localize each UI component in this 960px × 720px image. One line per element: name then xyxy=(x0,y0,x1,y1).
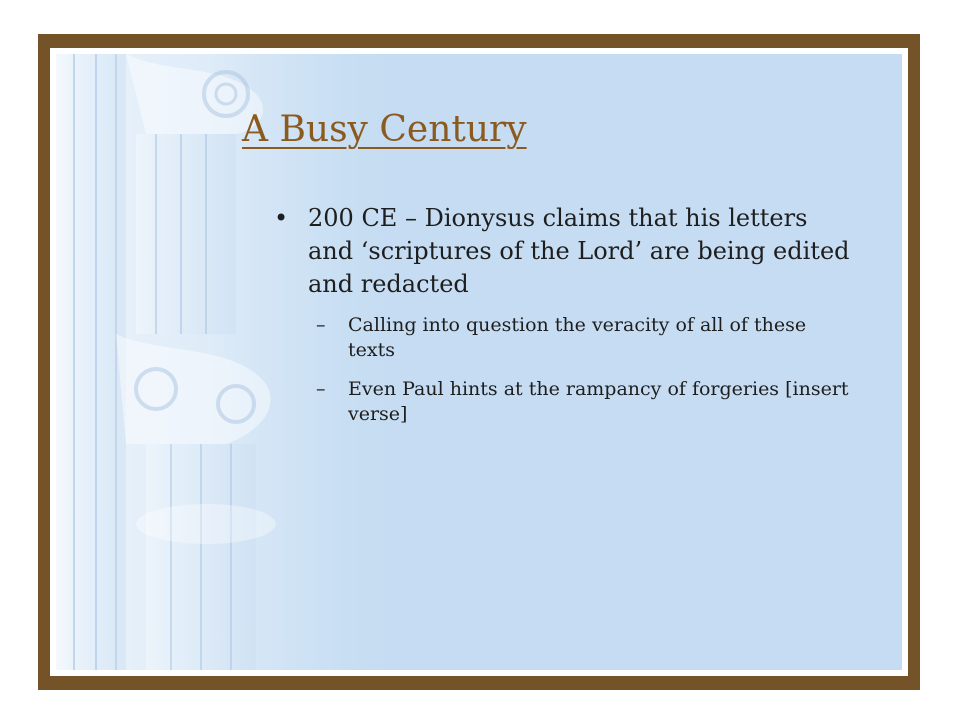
slide-inner-border xyxy=(50,48,908,676)
sub-bullet-text: Even Paul hints at the rampancy of forgeries [insert verse] xyxy=(348,378,849,425)
sub-bullet-marker: – xyxy=(316,378,326,400)
bullet-marker: • xyxy=(274,204,289,232)
sub-bullet-text: Calling into question the veracity of all of these texts xyxy=(348,314,807,361)
bullet-text: 200 CE – Dionysus claims that his letters and ‘scriptures of the Lord’ are being edited and redacted xyxy=(308,204,850,298)
sub-bullet-marker: – xyxy=(316,314,326,336)
slide-title: A Busy Century xyxy=(242,109,527,150)
